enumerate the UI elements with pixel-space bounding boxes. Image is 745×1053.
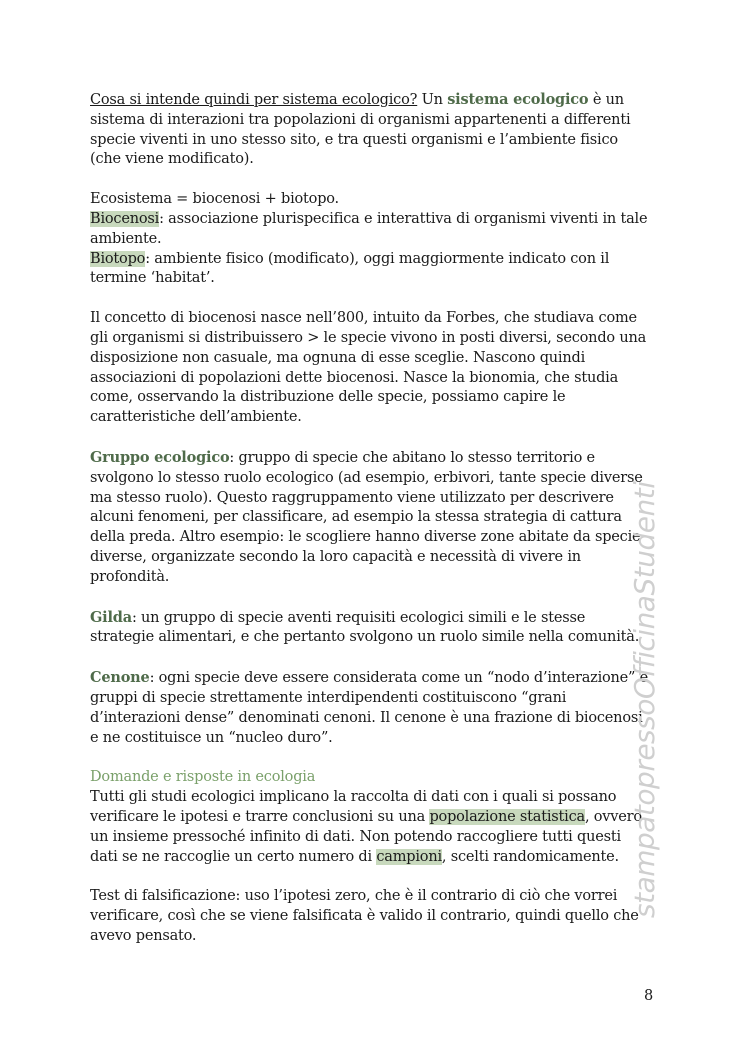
term-popolazione-statistica: popolazione statistica <box>429 808 585 825</box>
watermark: stampatopressoOfficinaStudenti <box>628 481 661 918</box>
paragraph-test-falsificazione <box>90 887 652 946</box>
paragraph-gruppo-ecologico <box>90 448 652 588</box>
text-run: Tutti gli studi ecologici implicano la raccolta di dati con i quali si possano verificare le ipotesi e trarre conclusioni su una <box>90 789 617 825</box>
page-content <box>90 90 652 967</box>
text-run: Il concetto di biocenosi nasce nell’800, intuito da Forbes, che studiava come gli organismi si distribuissero > le specie vivono in posti diversi, secondo una disposizione non casuale, ma ognuna di esse sceglie. Nascono quindi associazioni di popolazioni dette biocenosi. Nasce la bionomia, che studia come, osservando la distribuzione delle specie, possiamo capire le caratteristiche dell’ambiente. <box>90 310 647 426</box>
term-gilda: Gilda <box>90 608 132 626</box>
text-run: , ovvero un insieme pressoché infinito di dati. Non potendo raccogliere tutti questi dati se ne raccoglie un certo numero di <box>90 808 642 865</box>
page-number: 8 <box>644 988 654 1004</box>
term-biocenosi: Biocenosi <box>90 210 160 227</box>
def-biotopo: : ambiente fisico (modificato), oggi maggiormente indicato con il termine ‘habitat’. <box>90 250 610 287</box>
term-biotopo: Biotopo <box>90 250 146 267</box>
term-sistema-ecologico: sistema ecologico <box>447 91 589 108</box>
paragraph-cenone <box>90 668 652 748</box>
text-run: , scelti randomicamente. <box>441 848 619 865</box>
text-run: Test di falsificazione: uso l’ipotesi zero, che è il contrario di ciò che vorrei verificare, così che se viene falsificata è valido il contrario, quindi quello che avevo pensato. <box>90 888 639 944</box>
paragraph-biocenosi-storia <box>90 309 652 428</box>
text-run: : gruppo di specie che abitano lo stesso territorio e svolgono lo stesso ruolo ecologico (ad esempio, erbivori, tante specie diverse ma stesso ruolo). Questo raggruppamento viene utilizzato per descrivere alcuni fenomeni, per classificare, ad esempio la stessa strategia di cattura della preda. Altro esempio: le scogliere hanno diverse zone abitate da specie diverse, organizzate secondo la loro capacità e necessità di vivere in profondità. <box>90 449 643 585</box>
def-biocenosi: : associazione plurispecifica e interattiva di organismi viventi in tale ambiente. <box>90 210 648 247</box>
term-gruppo-ecologico: Gruppo ecologico <box>90 448 230 466</box>
section-heading: Domande e risposte in ecologia <box>90 769 316 786</box>
text-run: : ogni specie deve essere considerata come un “nodo d’interazione” e gruppi di specie strettamente interdipendenti costituiscono “grani d’interazioni dense” denominati cenoni. Il cenone è una frazione di biocenosi e ne costituisce un “nucleo duro”. <box>90 670 649 746</box>
question-text: Cosa si intende quindi per sistema ecologico? <box>90 92 418 108</box>
ecosistema-formula: Ecosistema = biocenosi + biotopo. <box>90 191 339 208</box>
paragraph-domande-risposte <box>90 768 652 867</box>
text-run: Un <box>417 92 448 108</box>
text-run: : un gruppo di specie aventi requisiti ecologici simili e le stesse strategie alimentari, e che pertanto svolgono un ruolo simile nella comunità. <box>90 609 640 646</box>
text-run: è un sistema di interazioni tra popolazioni di organismi appartenenti a differenti specie viventi in uno stesso sito, e tra questi organismi e l’ambiente fisico (che viene modificato). <box>90 92 631 168</box>
paragraph-gilda <box>90 608 652 649</box>
paragraph-sistema-ecologico <box>90 90 652 170</box>
term-cenone: Cenone <box>90 669 150 687</box>
paragraph-ecosistema <box>90 190 652 289</box>
term-campioni: campioni <box>376 848 442 865</box>
